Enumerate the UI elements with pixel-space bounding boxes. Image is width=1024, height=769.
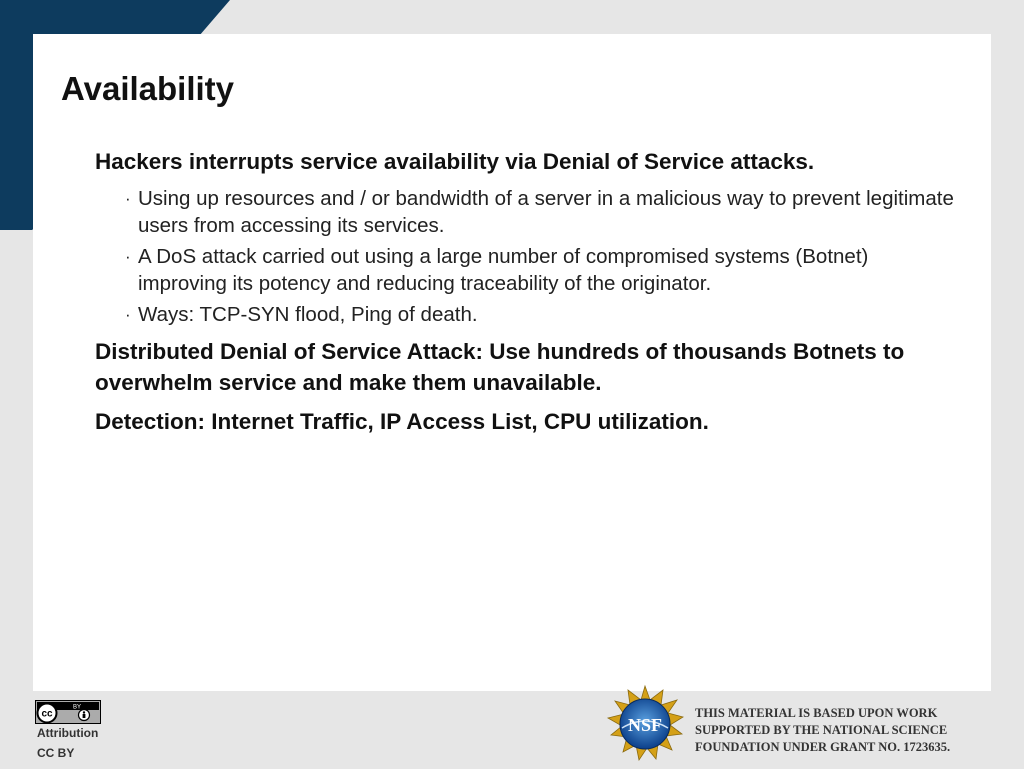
list-item	[125, 301, 955, 328]
paragraph-ddos: Distributed Denial of Service Attack: Use hundreds of thousands Botnets to overwhelm service and make them unavailable.	[95, 339, 905, 395]
paragraph-detection: Detection: Internet Traffic, IP Access List, CPU utilization.	[95, 409, 709, 434]
grant-line: THIS MATERIAL IS BASED UPON WORK	[695, 706, 938, 720]
attribution-label: Attribution	[37, 726, 99, 740]
bullet-text: A DoS attack carried out using a large number of compromised systems (Botnet) improving its potency and reducing traceability of the originator.	[138, 245, 869, 295]
bullet-list	[95, 185, 955, 328]
by-text: BY	[72, 704, 82, 711]
grant-line: FOUNDATION UNDER GRANT NO. 1723635.	[695, 740, 951, 754]
slide-content	[95, 146, 955, 445]
seal-text: NSF	[627, 715, 663, 735]
bullet-dot-icon: ·	[125, 189, 131, 208]
grant-statement	[695, 705, 950, 756]
paragraph-dos: Hackers interrupts service availability via Denial of Service attacks.	[95, 149, 815, 174]
slide-title: Availability	[61, 70, 235, 107]
cc-by-icon	[35, 700, 101, 729]
bullet-text: Ways: TCP-SYN flood, Ping of death.	[138, 303, 478, 326]
cc-text: cc	[41, 708, 53, 720]
cc-by-label: CC BY	[37, 746, 75, 760]
slide-card	[33, 34, 991, 691]
bullet-dot-icon: ·	[125, 305, 131, 324]
nsf-seal-icon	[605, 684, 685, 769]
bullet-text: Using up resources and / or bandwidth of a server in a malicious way to prevent legitimate users from accessing its services.	[138, 187, 954, 237]
grant-line: SUPPORTED BY THE NATIONAL SCIENCE	[695, 723, 948, 737]
list-item	[125, 185, 955, 239]
list-item	[125, 243, 955, 297]
bullet-dot-icon: ·	[125, 247, 131, 266]
